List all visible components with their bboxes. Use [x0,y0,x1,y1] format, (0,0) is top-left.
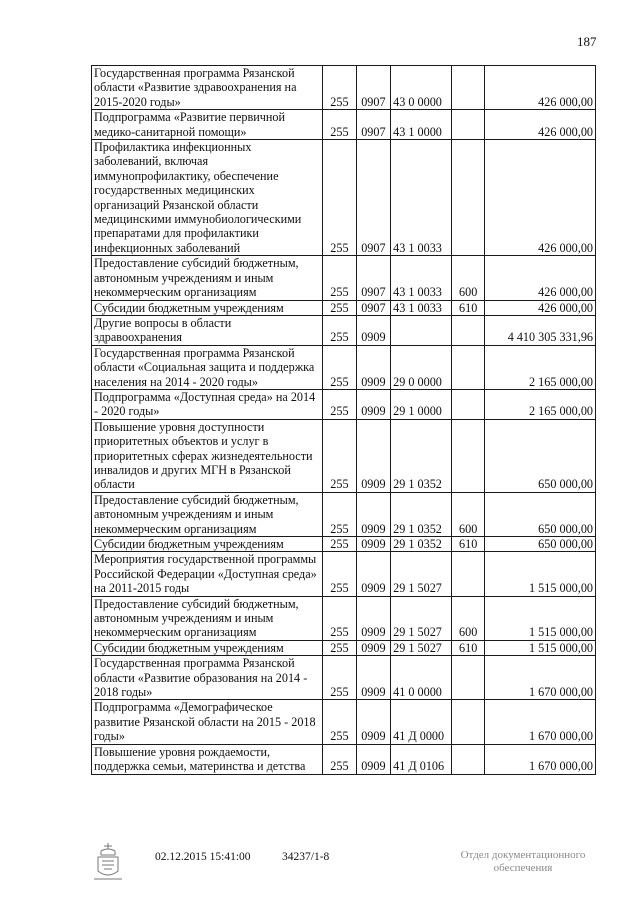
row-name-cell: Повышение уровня рождаемости, поддержка семьи, материнства и детства [92,744,323,774]
row-name-cell: Мероприятия государственной программы Российской Федерации «Доступная среда» на 2011-2015 годы [92,552,323,596]
row-sum-cell: 426 000,00 [485,66,596,110]
row-section-cell: 0907 [356,256,390,300]
row-csr-cell: 29 1 0000 [391,389,452,419]
table-row [92,345,596,389]
row-ved-cell: 255 [323,656,356,700]
row-sum-cell: 1 670 000,00 [485,744,596,774]
row-ved-cell: 255 [323,389,356,419]
table-row [92,315,596,345]
row-ved-cell: 255 [323,315,356,345]
footer-department-stamp: Отдел документационного обеспечения [460,849,586,874]
row-sum-cell: 426 000,00 [485,256,596,300]
row-vr-cell [451,744,484,774]
row-ved-cell: 255 [323,345,356,389]
row-section-cell: 0909 [356,700,390,744]
row-vr-cell [451,389,484,419]
row-sum-cell: 1 515 000,00 [485,640,596,655]
table-row [92,640,596,655]
row-csr-cell: 43 1 0033 [391,256,452,300]
table-row [92,419,596,492]
row-name-cell: Государственная программа Рязанской области «Развитие образования на 2014 - 2018 годы» [92,656,323,700]
row-sum-cell: 426 000,00 [485,110,596,140]
row-ved-cell: 255 [323,300,356,315]
row-section-cell: 0909 [356,419,390,492]
row-vr-cell [451,66,484,110]
row-section-cell: 0909 [356,656,390,700]
row-name-cell: Государственная программа Рязанской области «Развитие здравоохранения на 2015-2020 годы» [92,66,323,110]
row-csr-cell: 41 Д 0000 [391,700,452,744]
row-csr-cell: 41 Д 0106 [391,744,452,774]
row-ved-cell: 255 [323,110,356,140]
row-name-cell: Профилактика инфекционных заболеваний, включая иммунопрофилактику, обеспечение государственных медицинских организаций Рязанской области медицинскими иммунобиологическими препаратами для профилактики инфекционных заболеваний [92,140,323,256]
row-vr-cell [451,700,484,744]
footer-timestamp: 02.12.2015 15:41:00 [155,851,251,863]
row-name-cell: Субсидии бюджетным учреждениям [92,300,323,315]
row-name-cell: Субсидии бюджетным учреждениям [92,640,323,655]
table-row [92,140,596,256]
table-row [92,537,596,552]
row-vr-cell [451,140,484,256]
row-section-cell: 0909 [356,315,390,345]
row-ved-cell: 255 [323,700,356,744]
row-sum-cell: 2 165 000,00 [485,345,596,389]
row-sum-cell: 1 670 000,00 [485,700,596,744]
row-sum-cell: 1 670 000,00 [485,656,596,700]
row-ved-cell: 255 [323,419,356,492]
table-row [92,552,596,596]
row-csr-cell: 29 1 0352 [391,537,452,552]
table-row [92,744,596,774]
row-csr-cell: 29 1 0352 [391,419,452,492]
row-section-cell: 0909 [356,596,390,640]
row-ved-cell: 255 [323,66,356,110]
row-vr-cell: 600 [451,596,484,640]
row-section-cell: 0907 [356,110,390,140]
row-sum-cell: 650 000,00 [485,537,596,552]
row-section-cell: 0909 [356,345,390,389]
footer-document-number: 34237/1-8 [282,851,330,863]
page-number: 187 [577,34,597,49]
table-row [92,66,596,110]
row-sum-cell: 650 000,00 [485,492,596,536]
row-name-cell: Другие вопросы в области здравоохранения [92,315,323,345]
row-vr-cell [451,110,484,140]
table-row [92,596,596,640]
row-name-cell: Подпрограмма «Доступная среда» на 2014 - 2020 годы» [92,389,323,419]
row-ved-cell: 255 [323,256,356,300]
row-sum-cell: 426 000,00 [485,140,596,256]
row-vr-cell: 610 [451,300,484,315]
row-name-cell: Повышение уровня доступности приоритетных объектов и услуг в приоритетных сферах жизнедеятельности инвалидов и других МГН в Рязанской области [92,419,323,492]
row-csr-cell: 29 1 0352 [391,492,452,536]
table-row [92,256,596,300]
row-ved-cell: 255 [323,537,356,552]
row-ved-cell: 255 [323,640,356,655]
table-row [92,492,596,536]
row-vr-cell: 610 [451,640,484,655]
row-section-cell: 0907 [356,140,390,256]
row-name-cell: Подпрограмма «Развитие первичной медико-санитарной помощи» [92,110,323,140]
row-csr-cell: 29 1 5027 [391,596,452,640]
row-csr-cell: 43 1 0000 [391,110,452,140]
row-ved-cell: 255 [323,140,356,256]
table-row [92,300,596,315]
row-csr-cell: 41 0 0000 [391,656,452,700]
row-vr-cell [451,656,484,700]
coat-of-arms-emblem [91,841,125,881]
row-name-cell: Подпрограмма «Демографическое развитие Рязанской области на 2015 - 2018 годы» [92,700,323,744]
row-csr-cell: 29 1 5027 [391,552,452,596]
row-vr-cell [451,552,484,596]
row-sum-cell: 4 410 305 331,96 [485,315,596,345]
row-vr-cell [451,315,484,345]
budget-table [91,65,596,775]
table-row [92,656,596,700]
row-vr-cell: 610 [451,537,484,552]
row-section-cell: 0909 [356,640,390,655]
row-csr-cell: 43 1 0033 [391,140,452,256]
row-ved-cell: 255 [323,552,356,596]
row-name-cell: Предоставление субсидий бюджетным, автономным учреждениям и иным некоммерческим организациям [92,256,323,300]
row-csr-cell: 29 1 5027 [391,640,452,655]
table-row [92,700,596,744]
row-sum-cell: 1 515 000,00 [485,596,596,640]
row-section-cell: 0909 [356,744,390,774]
row-section-cell: 0909 [356,389,390,419]
row-vr-cell [451,345,484,389]
row-sum-cell: 426 000,00 [485,300,596,315]
row-ved-cell: 255 [323,492,356,536]
row-section-cell: 0909 [356,537,390,552]
row-section-cell: 0909 [356,492,390,536]
budget-table-body [92,66,596,775]
row-sum-cell: 2 165 000,00 [485,389,596,419]
row-section-cell: 0907 [356,66,390,110]
row-vr-cell [451,419,484,492]
row-section-cell: 0907 [356,300,390,315]
row-section-cell: 0909 [356,552,390,596]
table-row [92,389,596,419]
row-csr-cell: 43 1 0033 [391,300,452,315]
table-row [92,110,596,140]
row-csr-cell: 43 0 0000 [391,66,452,110]
row-vr-cell: 600 [451,492,484,536]
row-ved-cell: 255 [323,596,356,640]
row-name-cell: Субсидии бюджетным учреждениям [92,537,323,552]
row-ved-cell: 255 [323,744,356,774]
row-vr-cell: 600 [451,256,484,300]
row-name-cell: Предоставление субсидий бюджетным, автономным учреждениям и иным некоммерческим организациям [92,492,323,536]
row-sum-cell: 650 000,00 [485,419,596,492]
row-csr-cell [391,315,452,345]
row-name-cell: Предоставление субсидий бюджетным, автономным учреждениям и иным некоммерческим организациям [92,596,323,640]
row-csr-cell: 29 0 0000 [391,345,452,389]
row-name-cell: Государственная программа Рязанской области «Социальная защита и поддержка населения на 2014 - 2020 годы» [92,345,323,389]
row-sum-cell: 1 515 000,00 [485,552,596,596]
